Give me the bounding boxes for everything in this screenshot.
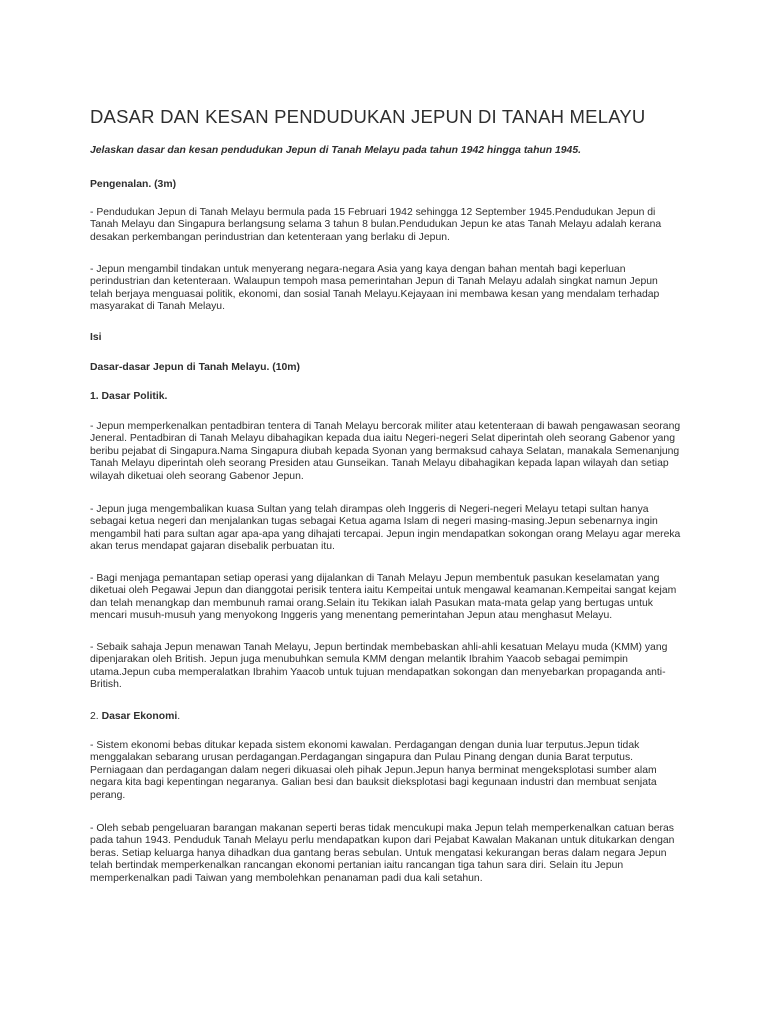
politik-heading: 1. Dasar Politik. [90, 391, 168, 402]
intro-paragraph-2: - Jepun mengambil tindakan untuk menyerang negara-negara Asia yang kaya dengan bahan mentah bagi keperluan perindustrian dan ketenteraan. Walaupun tempoh masa pemerintahan Jepun di Tanah Melayu adalah singkat namun Jepun telah berjaya menguasai politik, ekonomi, dan sosial Tanah Melayu.Kejayaan ini membawa kesan yang mendalam terhadap masyarakat di Tanah Melayu. [90, 264, 660, 313]
politik-paragraph-1: - Jepun memperkenalkan pentadbiran tentera di Tanah Melayu bercorak militer atau ketenteraan di bawah pengawasan seorang Jeneral. Pentadbiran di Tanah Melayu dibahagikan kepada dua iaitu Negeri-negeri Selat diperintah oleh seorang Gabenor yang beribu pejabat di Singapura.Nama Singapura diubah kepada Syonan yang bermaksud cahaya Selatan, manakala Semenanjung Tanah Melayu diperintah oleh seorang Presiden atau Gunseikan. Tanah Melayu dibahagikan kepada lapan wilayah dan setiap wilayah diketuai oleh seorang Gabenor Jepun. [90, 421, 681, 482]
ekonomi-heading-period: . [177, 711, 181, 722]
intro-paragraph-1: - Pendudukan Jepun di Tanah Melayu bermula pada 15 Februari 1942 sehingga 12 September 1945.Pendudukan Jepun di Tanah Melayu dan Singapura berlangsung selama 3 tahun 8 bulan.Pendudukan Jepun ke atas Tanah Melayu adalah kerana desakan perkembangan perindustrian dan ketenteraan yang berlaku di Jepun. [90, 207, 662, 243]
ekonomi-heading-text: Dasar Ekonomi [101, 711, 178, 722]
essay-question: Jelaskan dasar dan kesan pendudukan Jepun di Tanah Melayu pada tahun 1942 hingga tahun 1945. [90, 145, 582, 156]
intro-heading: Pengenalan. (3m) [90, 179, 177, 190]
isi-heading: Isi [90, 332, 102, 343]
politik-paragraph-3: - Bagi menjaga pemantapan setiap operasi yang dijalankan di Tanah Melayu Jepun membentuk pasukan keselamatan yang diketuai oleh Pegawai Jepun dan dianggotai perisik tentera iaitu Kempeitai untuk mengawal keamanan.Kempeitai sangat kejam dan telah menangkap dan membunuh ramai orang.Selain itu Tekikan ialah Pasukan mata-mata gelap yang bertugas untuk mencari musuh-musuh yang menyokong Inggeris yang menentang pemerintahan Jepun atau menghasut Melayu. [90, 573, 677, 622]
document-title: DASAR DAN KESAN PENDUDUKAN JEPUN DI TANAH MELAYU [90, 106, 646, 127]
ekonomi-paragraph-1: - Sistem ekonomi bebas ditukar kepada sistem ekonomi kawalan. Perdagangan dengan dunia luar terputus.Jepun tidak menggalakan sebarang urusan perdagangan.Perdagangan singapura dan Pulau Pinang dengan dunia Barat terputus. Perniagaan dan perdagangan dalam negeri dikuasai oleh pihak Jepun.Jepun hanya berminat mengeksplotasi sumber alam negara kita bagi kepentingan negaranya. Galian besi dan bauksit dieksplotasi bagi kegunaan industri dan membuat senjata perang. [90, 740, 657, 801]
politik-paragraph-4: - Sebaik sahaja Jepun menawan Tanah Melayu, Jepun bertindak membebaskan ahli-ahli kesatuan Melayu muda (KMM) yang dipenjarakan oleh British. Jepun juga menubuhkan semula KMM dengan melantik Ibrahim Yaacob sebagai pemimpin utama.Jepun cuba memperalatkan Ibrahim Yaacob untuk tujuan mendapatkan sokongan dan menyebarkan propaganda anti-British. [90, 642, 668, 691]
ekonomi-heading-number: 2. [90, 711, 99, 722]
politik-paragraph-2: - Jepun juga mengembalikan kuasa Sultan yang telah dirampas oleh Inggeris di Negeri-negeri Melayu tetapi sultan hanya sebagai ketua negeri dan menjalankan tugas sebagai Ketua agama Islam di negeri masing-masing.Jepun sebenarnya ingin mengambil hati para sultan agar apa-apa yang dihajati tercapai. Jepun ingin mendapatkan sokongan orang Melayu agar mereka akan terus mendapat gajaran disebalik perbuatan itu. [90, 504, 681, 553]
ekonomi-heading [90, 711, 682, 723]
ekonomi-paragraph-2: - Oleh sebab pengeluaran barangan makanan seperti beras tidak mencukupi maka Jepun telah memperkenalkan catuan beras pada tahun 1943. Penduduk Tanah Melayu perlu mendapatkan kupon dari Pejabat Kawalan Makanan untuk ditukarkan dengan beras. Setiap keluarga hanya dihadkan dua gantang beras sebulan. Untuk mengatasi kekurangan beras dalam negara Jepun telah bertindak memperkenalkan rancangan ekonomi pertanian iaitu rancangan tiga tahun sara diri. Selain itu Jepun memperkenalkan padi Taiwan yang membolehkan penanaman padi dua kali setahun. [90, 823, 675, 884]
dasar-heading: Dasar-dasar Jepun di Tanah Melayu. (10m) [90, 362, 300, 373]
